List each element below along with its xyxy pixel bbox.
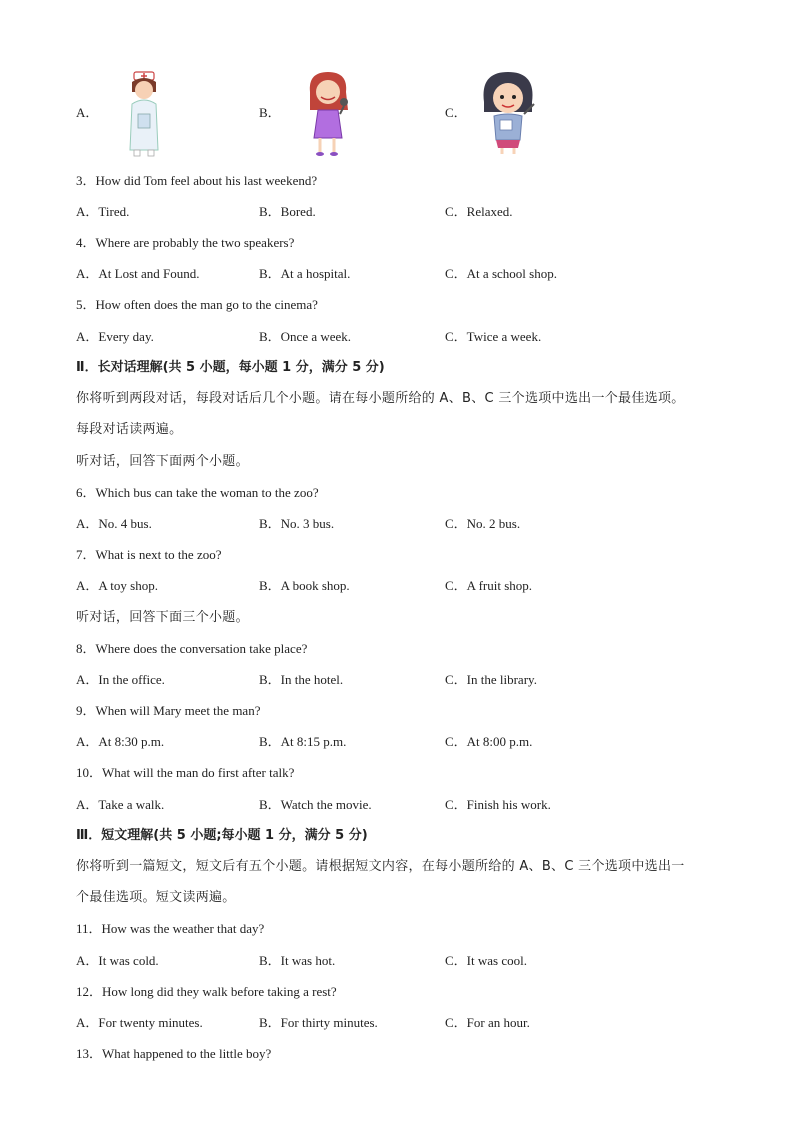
q9-option-a: A．At 8:30 p.m. <box>76 734 165 749</box>
section-2-heading: Ⅱ．长对话理解(共 5 小题，每小题 1 分，满分 5 分) <box>76 360 385 375</box>
q11-option-a: A．It was cold. <box>76 953 159 968</box>
q3-option-b: B．Bored. <box>259 204 316 219</box>
q11-option-c: C．It was cool. <box>445 953 527 968</box>
q6-option-b: B．No. 3 bus. <box>259 516 335 531</box>
q9-option-b: B．At 8:15 p.m. <box>259 734 347 749</box>
question-13: 13．What happened to the little boy? <box>76 1046 272 1061</box>
question-12: 12．How long did they walk before taking a rest? <box>76 984 337 999</box>
question-3: 3．How did Tom feel about his last weekend? <box>76 173 318 188</box>
question-9: 9．When will Mary meet the man? <box>76 703 261 718</box>
section-2-sub-instruction-1: 听对话，回答下面两个小题。 <box>76 454 249 469</box>
q12-option-a: A．For twenty minutes. <box>76 1015 203 1030</box>
nurse-icon <box>118 70 170 158</box>
question-11: 11．How was the weather that day? <box>76 921 265 936</box>
q7-option-b: B．A book shop. <box>259 578 350 593</box>
q8-option-b: B．In the hotel. <box>259 672 344 687</box>
option-a-label: A． <box>76 105 99 120</box>
q5-option-c: C．Twice a week. <box>445 329 542 344</box>
q7-option-a: A．A toy shop. <box>76 578 158 593</box>
q5-option-b: B．Once a week. <box>259 329 352 344</box>
option-b-label: B． <box>259 105 281 120</box>
section-2-instruction: 你将听到两段对话，每段对话后几个小题。请在每小题所给的 A、B、C 三个选项中选出一个最佳选项。 <box>76 391 685 406</box>
section-3-instruction-cont: 个最佳选项。短文读两遍。 <box>76 890 236 905</box>
question-10: 10．What will the man do first after talk? <box>76 765 295 780</box>
q12-option-c: C．For an hour. <box>445 1015 530 1030</box>
q10-option-a: A．Take a walk. <box>76 797 165 812</box>
section-2-instruction-cont: 每段对话读两遍。 <box>76 422 183 437</box>
q8-option-a: A．In the office. <box>76 672 165 687</box>
section-3-heading: Ⅲ．短文理解(共 5 小题;每小题 1 分，满分 5 分) <box>76 828 368 843</box>
teacher-icon <box>476 68 542 158</box>
q3-option-c: C．Relaxed. <box>445 204 513 219</box>
q3-option-a: A．Tired. <box>76 204 130 219</box>
singer-icon <box>302 68 358 158</box>
question-6: 6．Which bus can take the woman to the zoo? <box>76 485 319 500</box>
q4-option-a: A．At Lost and Found. <box>76 266 200 281</box>
question-8: 8．Where does the conversation take place? <box>76 641 308 656</box>
option-c-label: C． <box>445 105 467 120</box>
q10-option-b: B．Watch the movie. <box>259 797 372 812</box>
q11-option-b: B．It was hot. <box>259 953 336 968</box>
question-5: 5．How often does the man go to the cinema? <box>76 297 318 312</box>
q10-option-c: C．Finish his work. <box>445 797 551 812</box>
q8-option-c: C．In the library. <box>445 672 537 687</box>
section-3-instruction: 你将听到一篇短文，短文后有五个小题。请根据短文内容，在每小题所给的 A、B、C 三个选项中选出一 <box>76 859 685 874</box>
q5-option-a: A．Every day. <box>76 329 154 344</box>
q6-option-a: A．No. 4 bus. <box>76 516 152 531</box>
question-7: 7．What is next to the zoo? <box>76 547 222 562</box>
section-2-sub-instruction-2: 听对话，回答下面三个小题。 <box>76 610 249 625</box>
q7-option-c: C．A fruit shop. <box>445 578 533 593</box>
q4-option-c: C．At a school shop. <box>445 266 557 281</box>
q6-option-c: C．No. 2 bus. <box>445 516 521 531</box>
question-4: 4．Where are probably the two speakers? <box>76 235 295 250</box>
q4-option-b: B．At a hospital. <box>259 266 351 281</box>
q12-option-b: B．For thirty minutes. <box>259 1015 378 1030</box>
q9-option-c: C．At 8:00 p.m. <box>445 734 533 749</box>
